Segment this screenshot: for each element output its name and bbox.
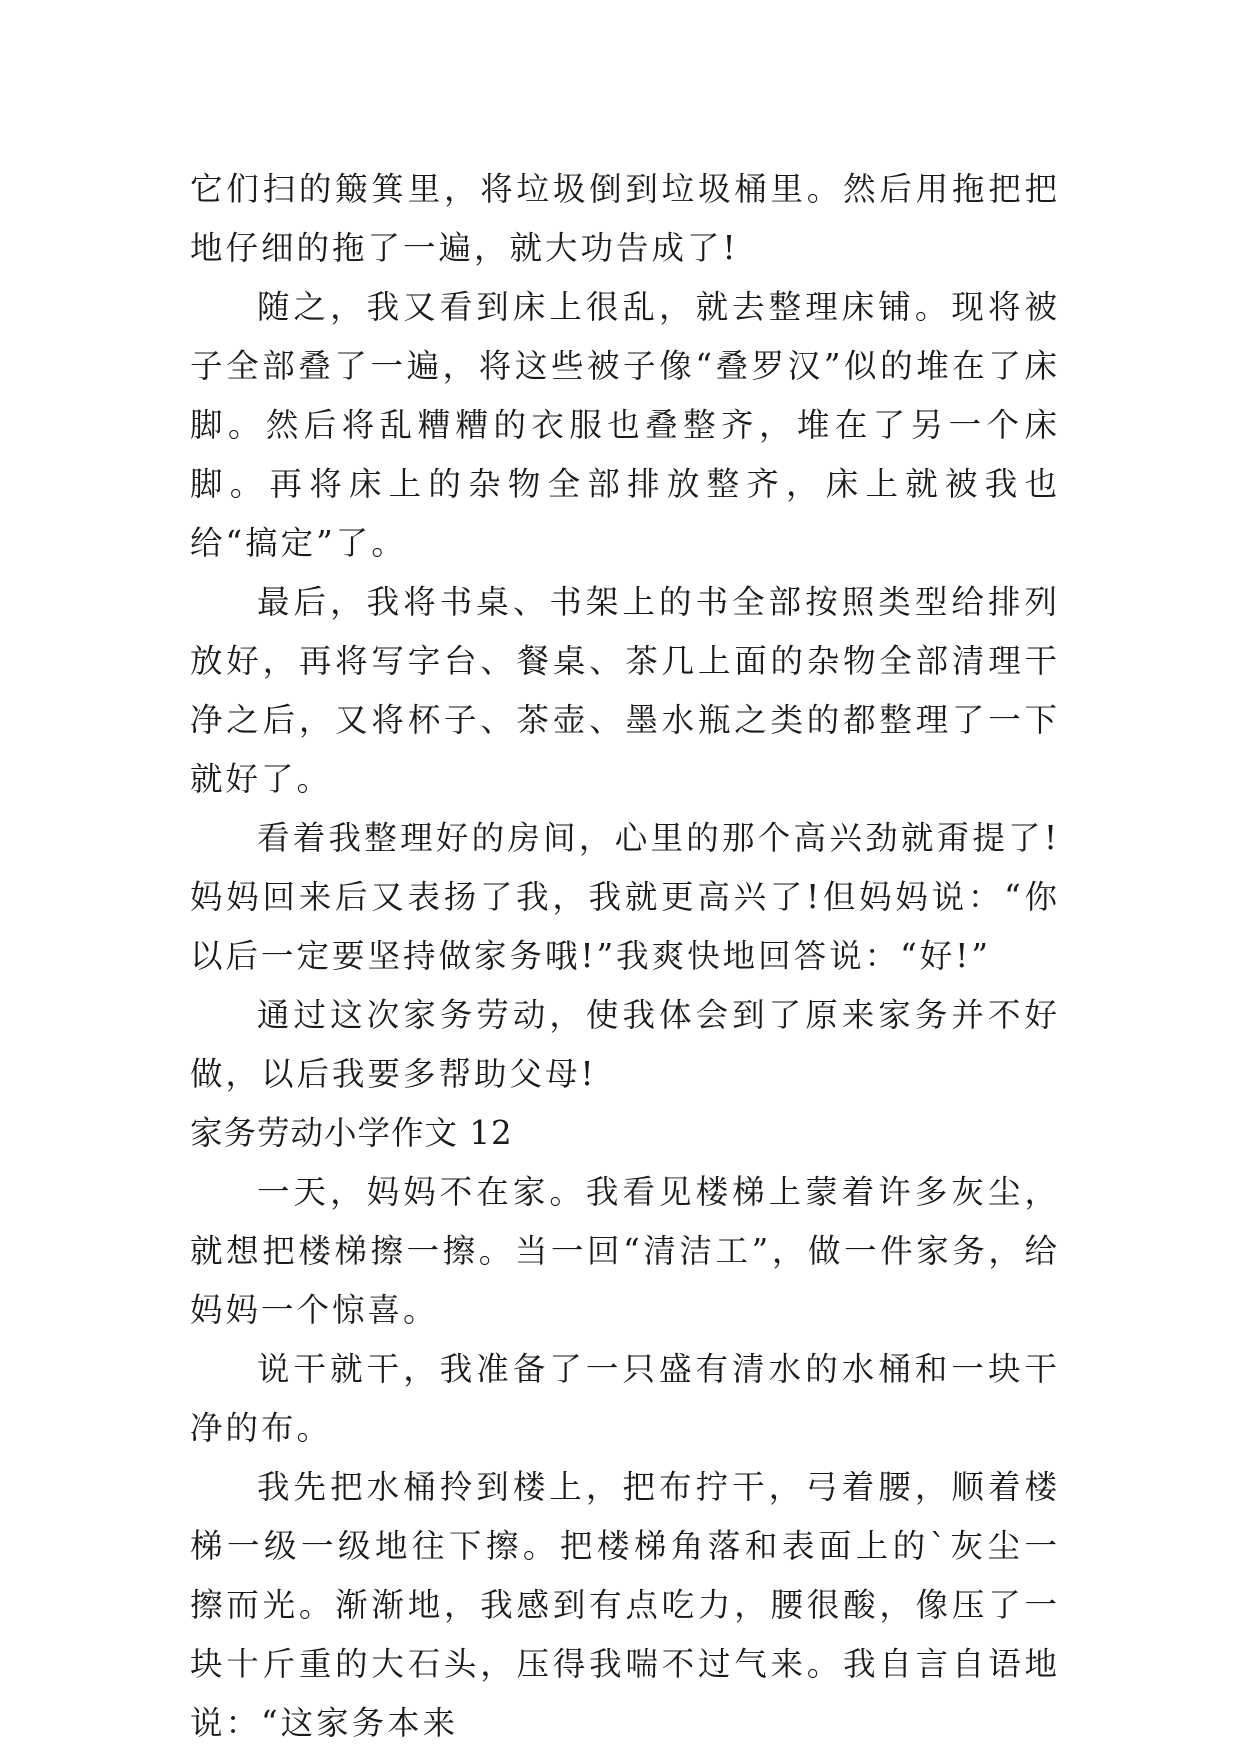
paragraph: 一天，妈妈不在家。我看见楼梯上蒙着许多灰尘，就想把楼梯擦一擦。当一回“清洁工”，做一件家务，给妈妈一个惊喜。 [190,1173,1060,1329]
paragraph: 最后，我将书桌、书架上的书全部按照类型给排列放好，再将写字台、餐桌、茶几上面的杂物全部清理干净之后，又将杯子、茶壶、墨水瓶之类的都整理了一下就好了。 [190,583,1060,798]
section-title: 家务劳动小学作文 12 [190,1114,513,1152]
paragraph: 我先把水桶拎到楼上，把布拧干，弓着腰，顺着楼梯一级一级地往下擦。把楼梯角落和表面上的`灰尘一擦而光。渐渐地，我感到有点吃力，腰很酸，像压了一块十斤重的大石头，压得我喘不过气来。我自言自语地说：“这家务本来 [190,1468,1060,1742]
paragraph: 说干就干，我准备了一只盛有清水的水桶和一块干净的布。 [190,1350,1060,1447]
paragraph: 看着我整理好的房间，心里的那个高兴劲就甭提了!妈妈回来后又表扬了我，我就更高兴了!但妈妈说：“你以后一定要坚持做家务哦!”我爽快地回答说：“好!” [190,819,1060,975]
document-body [190,160,1060,1753]
paragraph: 通过这次家务劳动，使我体会到了原来家务并不好做，以后我要多帮助父母! [190,996,1060,1093]
paragraph: 随之，我又看到床上很乱，就去整理床铺。现将被子全部叠了一遍，将这些被子像“叠罗汉”似的堆在了床脚。然后将乱糟糟的衣服也叠整齐，堆在了另一个床脚。再将床上的杂物全部排放整齐，床上就被我也给“搞定”了。 [190,288,1060,562]
paragraph-continuation: 它们扫的簸箕里，将垃圾倒到垃圾桶里。然后用拖把把地仔细的拖了一遍，就大功告成了! [190,170,1060,267]
